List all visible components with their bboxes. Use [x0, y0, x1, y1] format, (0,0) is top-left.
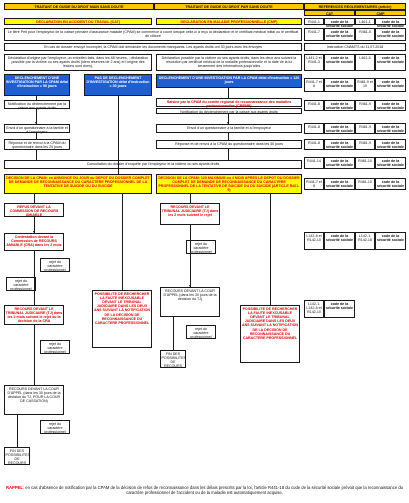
decision-at: DECISION DE LA CPAM: en ANNONCE DU JOUR ou DEPOT DU DOSSIER COMPLET DE DEMANDE DE RECONNAISSANCE DU CARACTERE PROFESSIONNEL DE LA TENTATIVE DE SUICIDE OU DU SUICIDE — [4, 174, 152, 194]
code-label: code de la sécurité sociale — [375, 123, 406, 134]
ref-r3b: L461-5 — [355, 54, 375, 71]
faute-inexcusable-mp: POSSIBILITE DE RECHERCHER LA FAUTE INEXCUSABLE DEVANT LE TRIBUNAL JUDICIAIRE DANS LES DEUX ANS SUIVANT LA NOTIFICATION DE LA DECISION DE RECONNAISSANCE DU CARACTERE PROFESSIONNEL — [240, 305, 300, 363]
rejet-1: rejet du caractère professionnel — [40, 258, 70, 272]
crrmp-referral: Saisine par la CPAM du comité régional de reconnaissance des maladies professionnelles (CRRMP) — [156, 98, 302, 107]
ref-r2: R441-7 — [304, 28, 324, 41]
code-label: code de la sécurité sociale — [324, 139, 355, 150]
appeal-court-mp: RECOURS DEVANT LA COUR D'APPEL (dans les 30 jours de la décision du TJ) — [160, 287, 220, 317]
code-label: code de la sécurité sociale — [375, 232, 406, 250]
code-label: code de la sécurité sociale — [324, 178, 355, 190]
code-label: code de la sécurité sociale — [375, 157, 406, 169]
footer-reminder — [2, 485, 407, 495]
ref-r2b: R461-5 — [355, 28, 375, 41]
reply-at: Réponse et de renvoi à la CPAM du questionnaire dans les 20 jours — [4, 139, 70, 150]
header-sub-cmp: CMP — [355, 10, 406, 16]
ref-r8b: R461-10 — [355, 178, 375, 190]
declaration-mp: DECLARATION EN MALADIE PROFESSIONNELLE (CMP) — [156, 18, 302, 25]
ref-r7b: R461-10 — [355, 157, 375, 169]
ref-r9: L142-1, R142-18 — [355, 232, 375, 250]
reply-mp: Réponse et de renvoi à la CPAM du questionnaire dans les 30 jours — [156, 140, 302, 149]
ref-r9b: L142-8 et R142-10 — [304, 232, 324, 250]
ref-r10: L142-1, L142-8 et R142-10 — [304, 300, 324, 318]
ref-r1b: L461-1 — [355, 18, 375, 25]
tj-recourse-at: RECOURS DEVANT LE TRIBUNAL JUDICIAIRE (TJ) dans les 2 mois suivant le rejet ou la décision de la CRA — [5, 306, 63, 324]
ref-r1: R441-1 — [304, 18, 324, 25]
ref-r4b: R461-9 et 10 — [355, 78, 375, 92]
code-label: code de la sécurité sociale — [324, 157, 355, 169]
ref-r6b: R461-9 — [355, 123, 375, 134]
end-of-recourse-mp: FIN DES POSSIBILITES DE RECOURS — [161, 351, 186, 369]
end-of-recourse-at: FIN DES POSSIBILITES DE RECOURS — [5, 448, 30, 466]
code-label: code de la sécurité sociale — [324, 123, 355, 134]
ref-instruction: Instruction CNAMTS du 11.07.2018 — [304, 43, 406, 51]
code-label: code de la sécurité sociale — [375, 178, 406, 190]
notification-mp: Notification du déclenchement par la caisse aux ayants droits — [156, 108, 302, 114]
ref-r8: R441-7 et 8 — [304, 178, 324, 190]
cra-refusal-at: REFUS DEVANT LA COMMISSION DE RECOURS AMIABLE — [4, 203, 64, 217]
header-col-mid: TRAITANT DE GUIDE DU DROIT PAR SANS DOUTE — [154, 3, 304, 10]
code-label: code de la sécurité sociale — [324, 232, 355, 250]
step-delay-start: Le tiéré Peit pour l'employeur de la caisse primaire d'assurance maladie (CPAM) se commence à courir lorsque celle-ci a reçu la déclaration et le certificat médical initial ou le certificat de clôture — [4, 28, 302, 41]
consultation: Consultation du dossier d'enquête par l'employeur et la victime ou ses ayants droits — [4, 160, 302, 169]
declaration-at: DECLARATION EN ACCIDENT DU TRAVAIL (CAT) — [4, 18, 152, 25]
code-label: code de la sécurité sociale — [375, 139, 406, 150]
code-label: code de la sécurité sociale — [375, 28, 406, 41]
rejet-4: rejet du caractère professionnel — [40, 420, 70, 434]
rejet-mp-1: rejet du caractère professionnel — [186, 240, 216, 254]
decision-mp: DECISION DE LA CPAM: 120 MAXIMUM ou 4 MOIS APRES LE DEPOT DU DOSSIER COMPLET DE DEMANDE DE RECONNAISSANCE DU CARACTERE PROFESSIONNEL DE LA TENTATIVE DE SUICIDE OU DU SUICIDE (ARTICLE R461-9) — [156, 174, 302, 194]
no-investigation-at: PAS DE DECLENCHEMENT D'INVESTIGATION délai d'instruction = 30 jours — [84, 74, 152, 96]
ref-r6-repeat: R441-8 — [304, 139, 324, 150]
questionnaire-at: Envoi d'un questionnaire à la famille et à l'employeur — [4, 124, 70, 133]
header-sub-cat: CAT — [304, 10, 355, 16]
code-label: code de la sécurité sociale — [324, 78, 355, 92]
rejet-3: rejet du caractère professionnel — [40, 340, 70, 354]
investigation-at: DECLENCHEMENT D'UNE INVESTIGATION PAR LA CPAM délai d'instruction = 90 jours — [4, 74, 70, 96]
code-label: code de la sécurité sociale — [375, 18, 406, 25]
ref-r4: R441-7 et 8 — [304, 78, 324, 92]
footer-label: RAPPEL — [5, 485, 23, 490]
questionnaire-mp: Envoi d'un questionnaire à la famille et à l'employeur — [156, 124, 302, 133]
faute-inexcusable-at: POSSIBILITE DE RECHERCHER LA FAUTE INEXCUSABLE DEVANT LE TRIBUNAL JUDICIAIRE DANS LES DEUX ANS SUIVANT LA NOTIFICATION DE LA DECISION DE RECONNAISSANCE DU CARACTERE PROFESSIONNEL — [92, 290, 152, 348]
code-label: code de la sécurité sociale — [324, 18, 355, 25]
code-label: code de la sécurité sociale — [375, 78, 406, 92]
ref-r5b: R461-9 — [355, 100, 375, 111]
code-label: code de la sécurité sociale — [324, 100, 355, 111]
code-label: code de la sécurité sociale — [324, 28, 355, 41]
code-label: code de la sécurité sociale — [375, 100, 406, 111]
step-incomplete: En cas de dossier envoyé incomplet, la CPAM doit demander les documents manquants. Les ayants droits ont 30 jours avec les envoyes — [4, 43, 302, 51]
ref-r6: R441-8 — [304, 123, 324, 134]
code-label: code de la sécurité sociale — [324, 300, 355, 318]
ref-r6b-repeat: R461-9 — [355, 139, 375, 150]
step-declaration-mp: Déclaration possible par la victime ou ses ayants droits, dans les deux ans suivant la résolution par certificat médical de la maladie professionnelle et la date de la lui seusement des informations jusqu'ailes — [156, 54, 302, 71]
code-label: code de la sécurité sociale — [375, 54, 406, 71]
header-col-ref: REFERENCES REGLEMENTAIRES (article) — [304, 3, 406, 10]
code-label: code de la sécurité sociale — [324, 54, 355, 71]
step-declaration-at: Déclaration d'origine par l'employeur, un entretien faits, dans les 48 heures, ; déclaration possible par la victime ou ses ayants droits (idem réserves de 2 ans) et l'origine des lésions sont dues), — [4, 54, 152, 71]
tj-refusal-mp: RECOURS DEVANT LE TRIBUNAL JUDICIAIRE (TJ) dans les 2 mois suivant le rejet — [160, 203, 220, 225]
investigation-mp: DECLENCHEMENT D'UNE INVESTIGATION PAR LA CPAM délai d'instruction = 120 jours — [156, 74, 302, 88]
notification-at: Notification du déclenchement par la caisse aux ayants droits — [4, 100, 70, 109]
footer-text: : en cas d'absence de notification par la CPAM de la décision de refus de reconnaissance dans les délais prescrits par la loi, l'article R441-18 du code de la sécurité sociale prévoit que la reconnaissance du caractère professionnel de l'accident ou de la maladie est automatiquement acquise. — [22, 485, 403, 495]
header-col-left: TRAITANT DE GUIDE DU DROIT MAIN SANS DOUTE — [4, 3, 154, 10]
ref-r5: R441-8 — [304, 100, 324, 111]
ref-r7: R441-14 — [304, 157, 324, 169]
rejet-2: rejet du caractère professionnel — [6, 277, 36, 291]
appeal-court-at: RECOURS DEVANT LA COUR D'APPEL (dans les 30 jours de la décision du TJ, POUR LA COUR DE CASSATION) — [4, 385, 64, 415]
cra-recourse-at: Contestation devant la Commission de RECOURS AMIABLE (CRA) dans les 2 mois — [4, 233, 64, 251]
ref-r3: L441-2 et R441-3 — [304, 54, 324, 71]
rejet-mp-2: rejet du caractère professionnel — [186, 325, 216, 339]
